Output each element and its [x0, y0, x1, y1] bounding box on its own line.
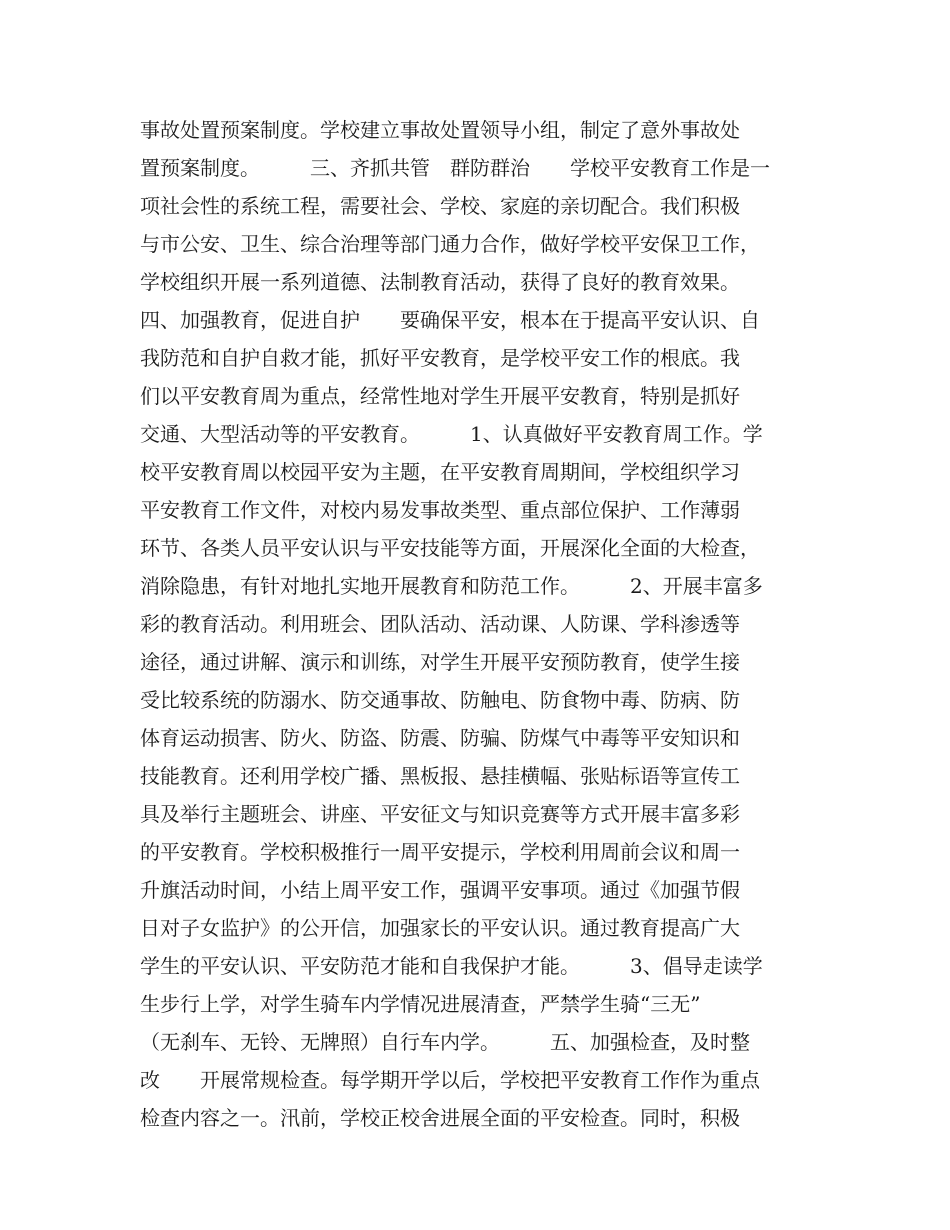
text-line: 技能教育。还利用学校广播、黑板报、悬挂横幅、张贴标语等宣传工 [140, 764, 740, 788]
text-line: 具及举行主题班会、讲座、平安征文与知识竞赛等方式开展丰富多彩 [140, 802, 740, 826]
text-line: 四、加强教育，促进自护 要确保平安，根本在于提高平安认识、自 [140, 308, 760, 332]
text-line: 平安教育工作文件，对校内易发事故类型、重点部位保护、工作薄弱 [140, 498, 740, 522]
text-line: 项社会性的系统工程，需要社会、学校、家庭的亲切配合。我们积极 [140, 194, 740, 218]
text-line: 环节、各类人员平安认识与平安技能等方面，开展深化全面的大检查， [140, 536, 760, 560]
text-line: 途径，通过讲解、演示和训练，对学生开展平安预防教育，使学生接 [140, 650, 740, 674]
text-line: 生步行上学，对学生骑车内学情况进展清查，严禁学生骑“三无” [140, 992, 701, 1016]
text-line: 学生的平安认识、平安防范才能和自我保护才能。 3、倡导走读学 [140, 954, 763, 978]
text-line: 升旗活动时间，小结上周平安工作，强调平安事项。通过《加强节假 [140, 878, 740, 902]
text-line: 与市公安、卫生、综合治理等部门通力合作，做好学校平安保卫工作， [140, 232, 760, 256]
text-line: 置预案制度。 三、齐抓共管 群防群治 学校平安教育工作是一 [140, 156, 770, 180]
text-line: 我防范和自护自救才能，抓好平安教育，是学校平安工作的根底。我 [140, 346, 740, 370]
text-line: 交通、大型活动等的平安教育。 1、认真做好平安教育周工作。学 [140, 422, 763, 446]
text-line: 检查内容之一。汛前，学校正校舍进展全面的平安检查。同时，积极 [140, 1106, 740, 1130]
text-line: 消除隐患，有针对地扎实地开展教育和防范工作。 2、开展丰富多 [140, 574, 763, 598]
text-line: 彩的教育活动。利用班会、团队活动、活动课、人防课、学科渗透等 [140, 612, 740, 636]
text-line: 学校组织开展一系列道德、法制教育活动，获得了良好的教育效果。 [140, 270, 740, 294]
text-line: 事故处置预案制度。学校建立事故处置领导小组，制定了意外事故处 [140, 118, 740, 142]
text-line: 日对子女监护》的公开信，加强家长的平安认识。通过教育提高广大 [140, 916, 740, 940]
text-line: 受比较系统的防溺水、防交通事故、防触电、防食物中毒、防病、防 [140, 688, 740, 712]
text-line: 们以平安教育周为重点，经常性地对学生开展平安教育，特别是抓好 [140, 384, 740, 408]
text-line: （无刹车、无铃、无牌照）自行车内学。 五、加强检查，及时整 [140, 1030, 750, 1054]
text-line: 体育运动损害、防火、防盗、防震、防骗、防煤气中毒等平安知识和 [140, 726, 740, 750]
text-line: 校平安教育周以校园平安为主题，在平安教育周期间，学校组织学习 [140, 460, 740, 484]
body-text [140, 111, 820, 1137]
text-line: 改 开展常规检查。每学期开学以后，学校把平安教育工作作为重点 [140, 1068, 760, 1092]
text-line: 的平安教育。学校积极推行一周平安提示，学校利用周前会议和周一 [140, 840, 740, 864]
